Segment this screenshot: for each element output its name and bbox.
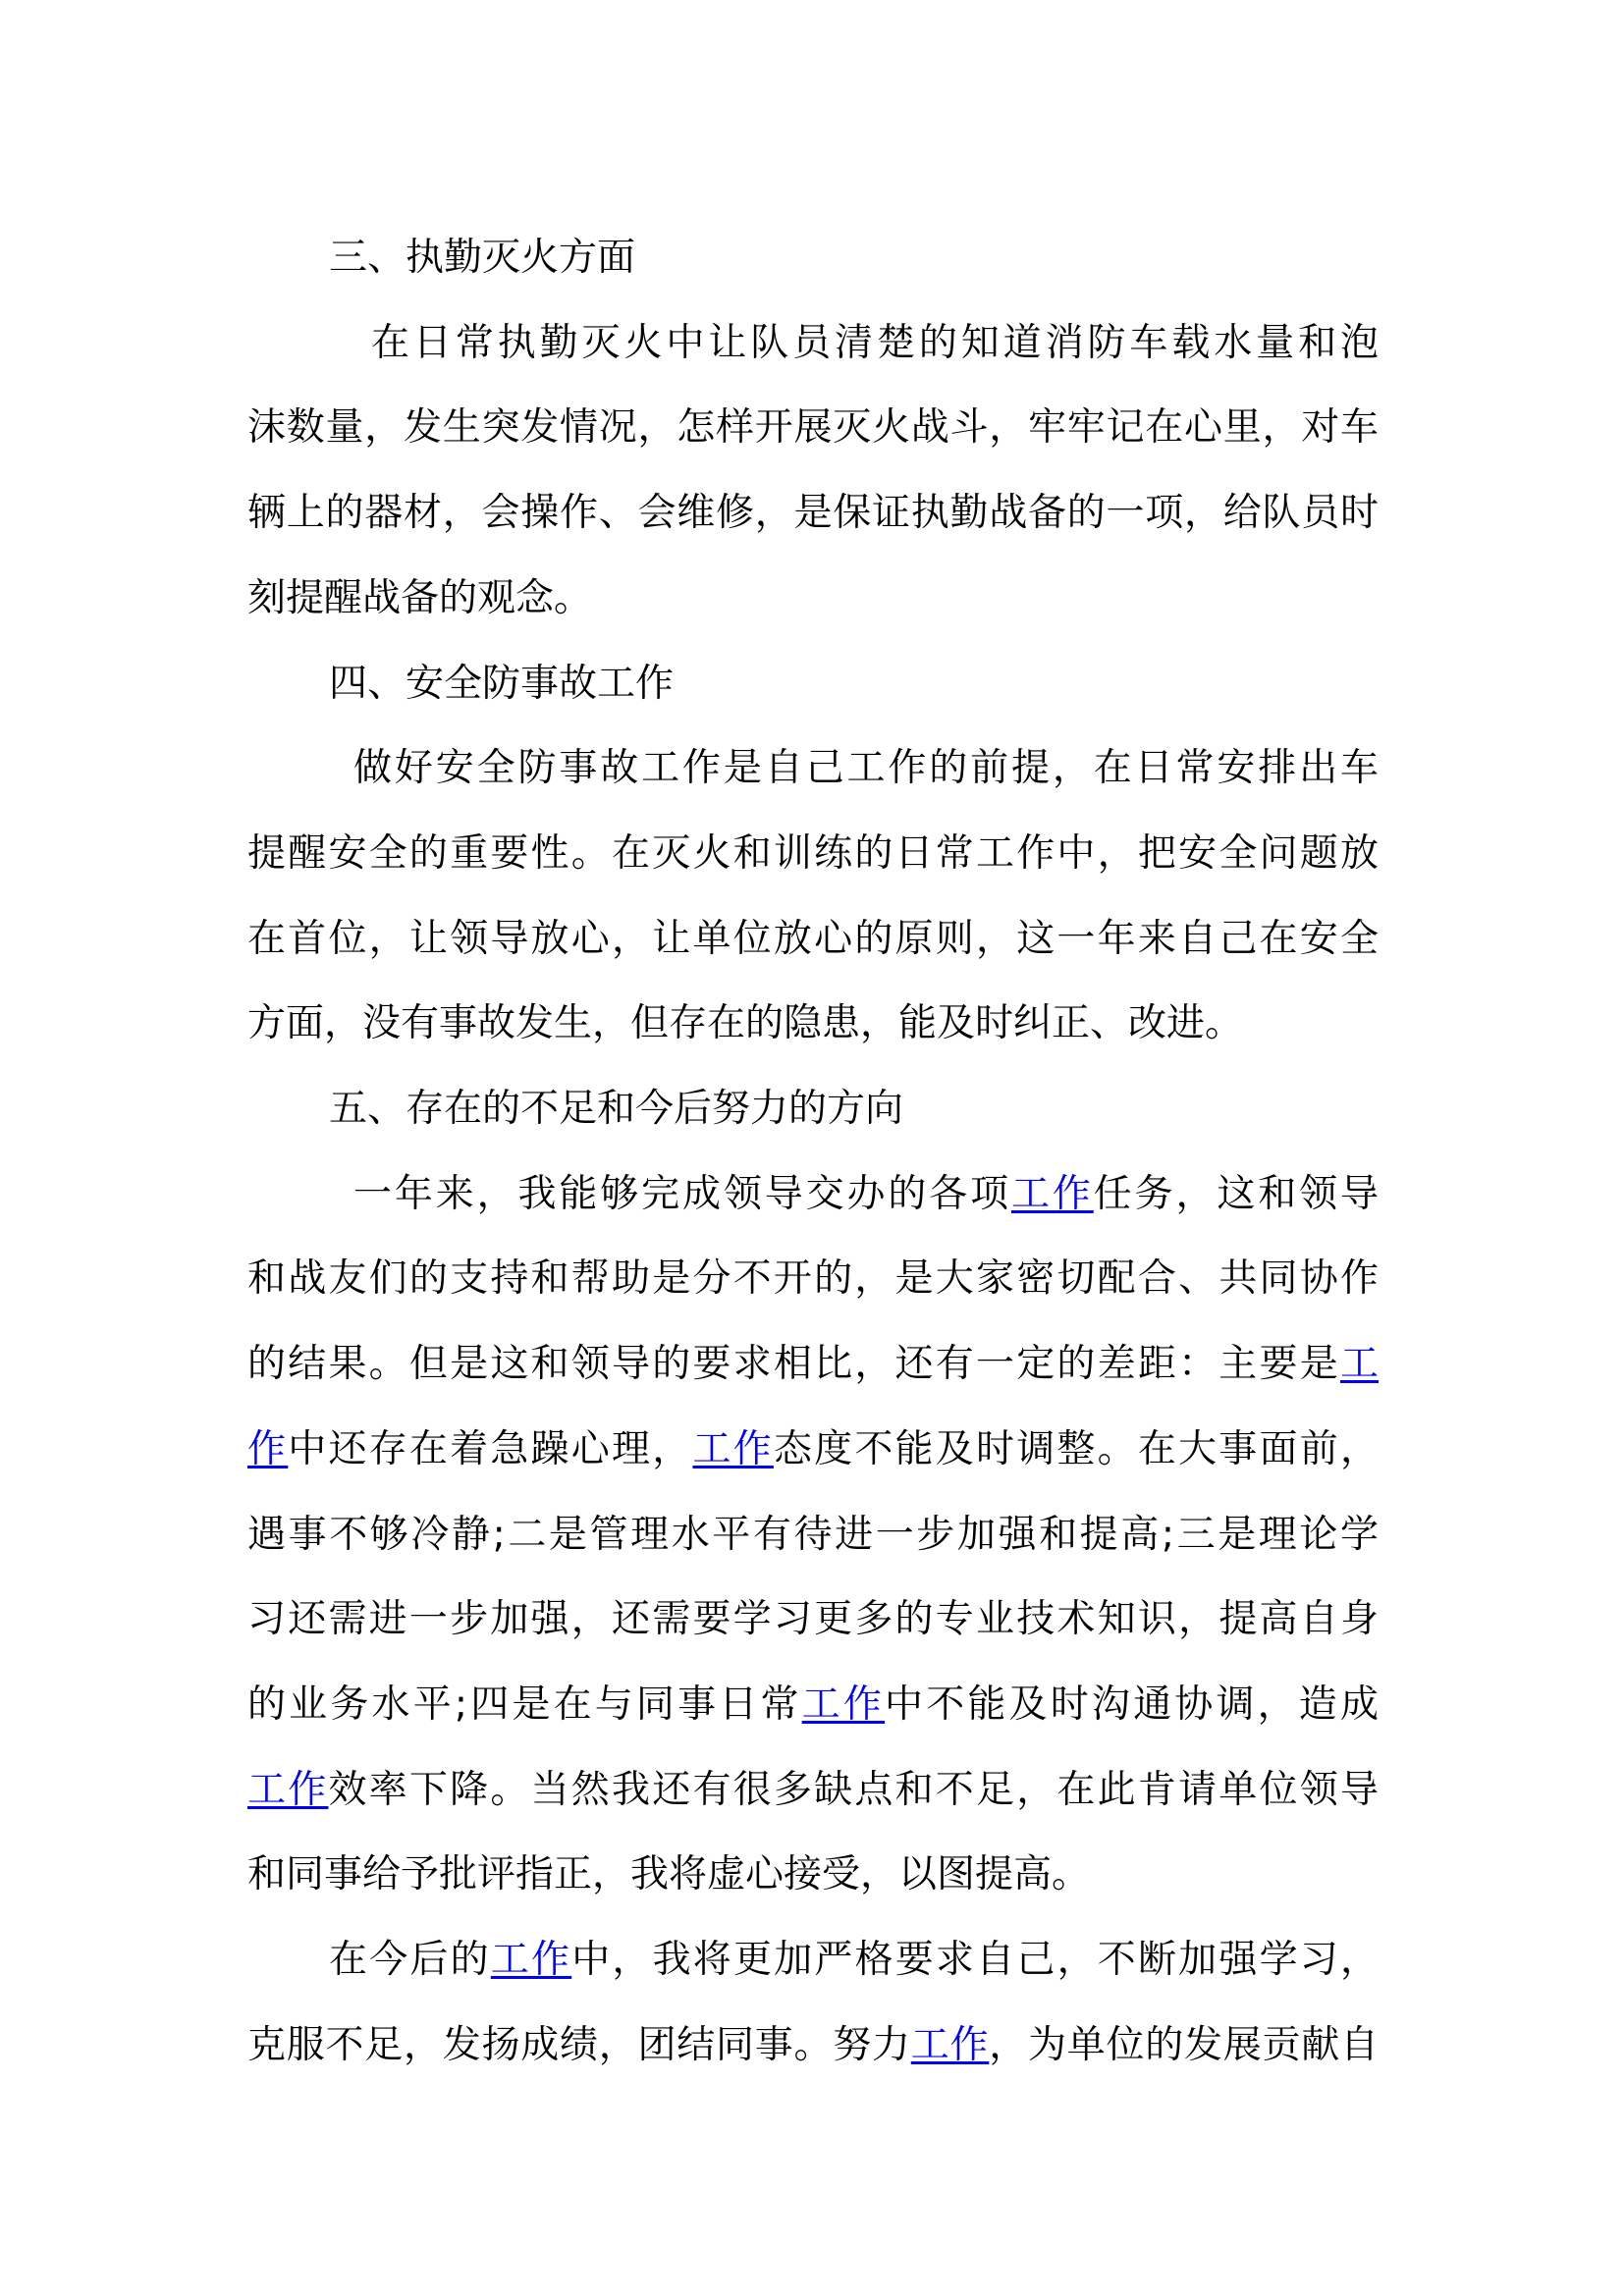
text-segment: 的业务水平;四是在与同事日常 (247, 1682, 802, 1727)
text-segment: 和战友们的支持和帮助是分不开的，是大家密切配合、共同协作 (247, 1256, 1379, 1302)
section-heading (329, 1080, 903, 1139)
paragraph-line (247, 2016, 1379, 2075)
text-segment: 三、执勤灭火方面 (329, 236, 636, 280)
paragraph-line (247, 1676, 1379, 1735)
paragraph-line (247, 1420, 1379, 1479)
text-segment: 做好安全防事故工作是自己工作的前提，在日常安排出车 (353, 746, 1379, 791)
work-link[interactable]: 工作 (910, 2022, 990, 2067)
paragraph-line (247, 1761, 1379, 1820)
paragraph-line (247, 484, 1379, 543)
text-segment: 辆上的器材，会操作、会维修，是保证执勤战备的一项，给队员时 (247, 491, 1379, 536)
text-segment: 五、存在的不足和今后努力的方向 (329, 1087, 904, 1131)
paragraph-line (247, 1845, 1379, 1904)
paragraph-first-line (353, 1165, 1379, 1224)
text-segment: 在日常执勤灭火中让队员清楚的知道消防车载水量和泡 (371, 320, 1379, 365)
text-segment: 习还需进一步加强，还需要学习更多的专业技术知识，提高自身 (247, 1597, 1379, 1642)
text-segment: 在今后的 (329, 1938, 491, 1982)
text-segment: 一年来，我能够完成领导交办的各项 (353, 1171, 1011, 1216)
paragraph-line (247, 1590, 1379, 1649)
work-link[interactable]: 作 (247, 1426, 289, 1471)
text-segment: 提醒安全的重要性。在灭火和训练的日常工作中，把安全问题放 (247, 830, 1379, 876)
text-segment: 和同事给予批评指正，我将虚心接受，以图提高。 (247, 1852, 1091, 1897)
paragraph-line (247, 825, 1379, 883)
paragraph-line (247, 569, 1379, 628)
text-segment: 遇事不够冷静;二是管理水平有待进一步加强和提高;三是理论学 (247, 1512, 1379, 1557)
text-segment: 四、安全防事故工作 (329, 661, 675, 706)
text-segment: 中还存在着急躁心理， (288, 1426, 693, 1471)
text-segment: 刻提醒战备的观念。 (247, 575, 593, 620)
section-heading (329, 229, 635, 288)
text-segment: 态度不能及时调整。在大事面前， (773, 1426, 1379, 1471)
paragraph-first-line (329, 1931, 1379, 1990)
text-segment: 在首位，让领导放心，让单位放心的原则，这一年来自己在安全 (247, 916, 1379, 961)
work-link[interactable]: 工作 (1010, 1171, 1094, 1216)
paragraph-line (247, 910, 1379, 969)
work-link[interactable]: 工 (1339, 1342, 1379, 1387)
work-link[interactable]: 工作 (801, 1682, 886, 1727)
paragraph-line (247, 1335, 1379, 1394)
paragraph-line (247, 399, 1379, 457)
text-segment: 任务，这和领导 (1093, 1171, 1379, 1216)
work-link[interactable]: 工作 (692, 1426, 774, 1471)
paragraph-line (247, 1250, 1379, 1308)
text-segment: 克服不足，发扬成绩，团结同事。努力 (247, 2022, 911, 2067)
section-heading (329, 655, 674, 714)
text-segment: ，为单位的发展贡献自 (989, 2022, 1379, 2067)
text-segment: 中不能及时沟通协调，造成 (885, 1682, 1379, 1727)
text-segment: 沫数量，发生突发情况，怎样开展灭火战斗，牢牢记在心里，对车 (247, 405, 1379, 451)
paragraph-line (247, 994, 1379, 1053)
paragraph-first-line (353, 739, 1379, 798)
text-segment: 方面，没有事故发生，但存在的隐患，能及时纠正、改进。 (247, 1001, 1244, 1046)
paragraph-first-line (371, 314, 1379, 373)
text-segment: 效率下降。当然我还有很多缺点和不足，在此肯请单位领导 (328, 1767, 1379, 1812)
paragraph-line (247, 1506, 1379, 1565)
text-segment: 中，我将更加严格要求自己，不断加强学习， (571, 1938, 1379, 1982)
text-segment: 的结果。但是这和领导的要求相比，还有一定的差距：主要是 (247, 1342, 1340, 1387)
work-link[interactable]: 工作 (490, 1938, 572, 1982)
work-link[interactable]: 工作 (247, 1767, 329, 1812)
